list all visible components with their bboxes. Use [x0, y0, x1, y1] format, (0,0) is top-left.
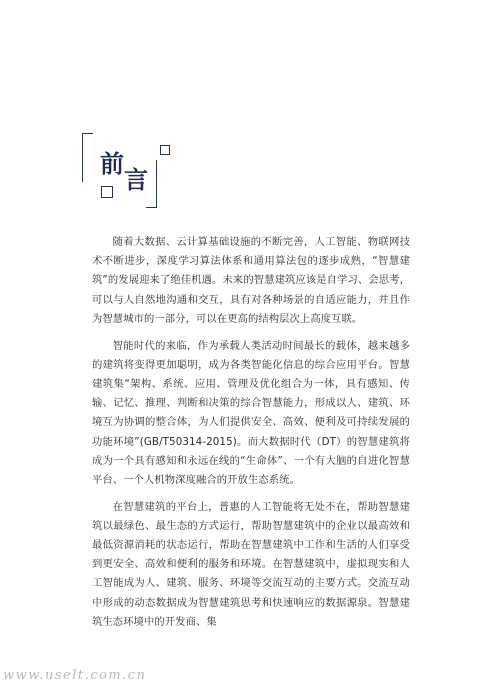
paragraph-1: 随着大数据、云计算基础设施的不断完善，人工智能、物联网技术不断进步，深度学习算法体系和通用算法包的逐步成熟，“智慧建筑”的发展迎来了绝佳机遇。未来的智慧建筑应该是自学习、会思考，可以与人自然地沟通和交互，具有对各种场景的自适应能力，并且作为智慧城市的一部分，可以在更高的结构层次上高度互联。	[92, 236, 410, 325]
paragraph-3: 在智慧建筑的平台上，普惠的人工智能将无处不在，帮助智慧建筑以最绿色、最生态的方式运行，帮助智慧建筑中的企业以最高效和最低资源消耗的状态运行，帮助在智慧建筑中工作和生活的人们享受到更安全、高效和便利的服务和环境。在智慧建筑中，虚拟现实和人工智能成为人、建筑、服务、环境等交流互动的主要方式。交流互动中形成的动态数据成为智慧建筑思考和快速响应的数据源泉。智慧建筑生态环境中的开发商、集	[92, 500, 410, 628]
heading-square-decoration-top	[160, 145, 170, 155]
heading-block	[0, 0, 491, 230]
watermark: www.uselt.com.cn	[3, 668, 147, 683]
heading-char-2: 言	[124, 165, 148, 194]
heading-bracket-left	[82, 133, 93, 182]
paragraph-2: 智能时代的来临，作为承载人类活动时间最长的载体，越来越多的建筑将变得更加聪明，成为各类智能化信息的综合应用平台。智慧建筑集“架构、系统、应用、管理及优化组合为一体，具有感知、传输、记忆、推理、判断和决策的综合智慧能力，形成以人、建筑、环境互为协调的整合体，为人们提供安全、高效、便利及可持续发展的功能环境”(GB/T50314-2015)。而大数据时代（DT）的智慧建筑将成为一个具有感知和永远在线的“生命体”、一个有大脑的自进化智慧平台、一个人机物深度融合的开放生态系统。	[92, 339, 410, 486]
heading-square-decoration-bottom	[101, 186, 113, 198]
heading-char-1: 前	[100, 149, 124, 178]
body-text	[92, 233, 410, 640]
